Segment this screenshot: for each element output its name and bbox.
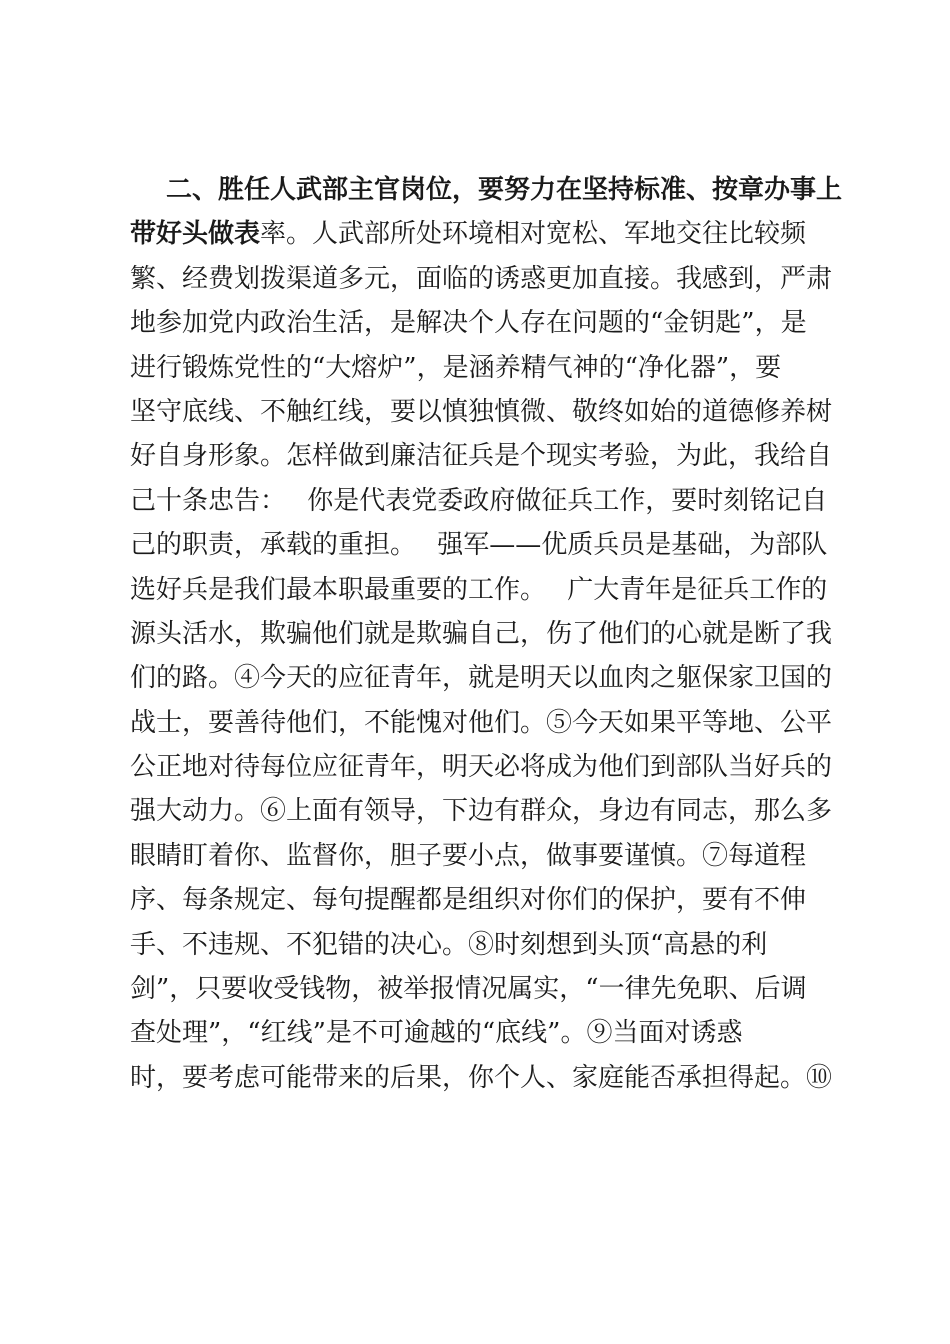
text-line: 繁、经费划拨渠道多元，面临的诱惑更加直接。我感到，严肃 <box>130 263 833 294</box>
heading-rest-fragment: 率。人武部所处环境相对宽松、军地交往比较频 <box>260 219 807 250</box>
paragraph-heading-line-2 <box>130 212 830 256</box>
text-line: 手、不违规、不犯错的决心。⑧时刻想到头顶“高悬的利 <box>130 929 768 960</box>
text-line: 眼睛盯着你、监督你，胆子要小点，做事要谨慎。⑦每道程 <box>130 840 807 871</box>
text-line: 剑”，只要收受钱物，被举报情况属实，“一律先免职、后调 <box>130 974 807 1005</box>
text-line: 们的路。④今天的应征青年，就是明天以血肉之躯保家卫国的 <box>130 663 833 694</box>
paragraph-heading-line-1: 二、胜任人武部主官岗位，要努力在坚持标准、按章办事上 <box>166 175 843 205</box>
text-line: 强大动力。⑥上面有领导，下边有群众，身边有同志，那么多 <box>130 796 833 827</box>
text-line: 进行锻炼党性的“大熔炉”，是涵养精气神的“净化器”，要 <box>130 352 782 383</box>
text-line: 战士，要善待他们，不能愧对他们。⑤今天如果平等地、公平 <box>130 707 833 738</box>
text-line: 时，要考虑可能带来的后果，你个人、家庭能否承担得起。⑩ <box>130 1062 833 1093</box>
text-line: 查处理”，“红线”是不可逾越的“底线”。⑨当面对诱惑 <box>130 1018 743 1049</box>
text-line: 坚守底线、不触红线，要以慎独慎微、敬终如始的道德修养树 <box>130 396 833 427</box>
text-line: 地参加党内政治生活，是解决个人存在问题的“金钥匙”，是 <box>130 308 807 339</box>
text-line: 好自身形象。怎样做到廉洁征兵是个现实考验，为此，我给自 <box>130 441 833 472</box>
paragraph-body <box>130 168 843 1100</box>
text-line: 公正地对待每位应征青年，明天必将成为他们到部队当好兵的 <box>130 752 833 783</box>
text-line: 己的职责，承载的重担。 强军——优质兵员是基础，为部队 <box>130 530 828 561</box>
heading-bold-fragment: 带好头做表 <box>130 219 261 250</box>
text-line: 源头活水，欺骗他们就是欺骗自己，伤了他们的心就是断了我 <box>130 618 833 649</box>
text-line: 己十条忠告： 你是代表党委政府做征兵工作，要时刻铭记自 <box>130 485 828 516</box>
text-line: 序、每条规定、每句提醒都是组织对你们的保护，要有不伸 <box>130 885 807 916</box>
text-line: 选好兵是我们最本职最重要的工作。 广大青年是征兵工作的 <box>130 574 828 605</box>
